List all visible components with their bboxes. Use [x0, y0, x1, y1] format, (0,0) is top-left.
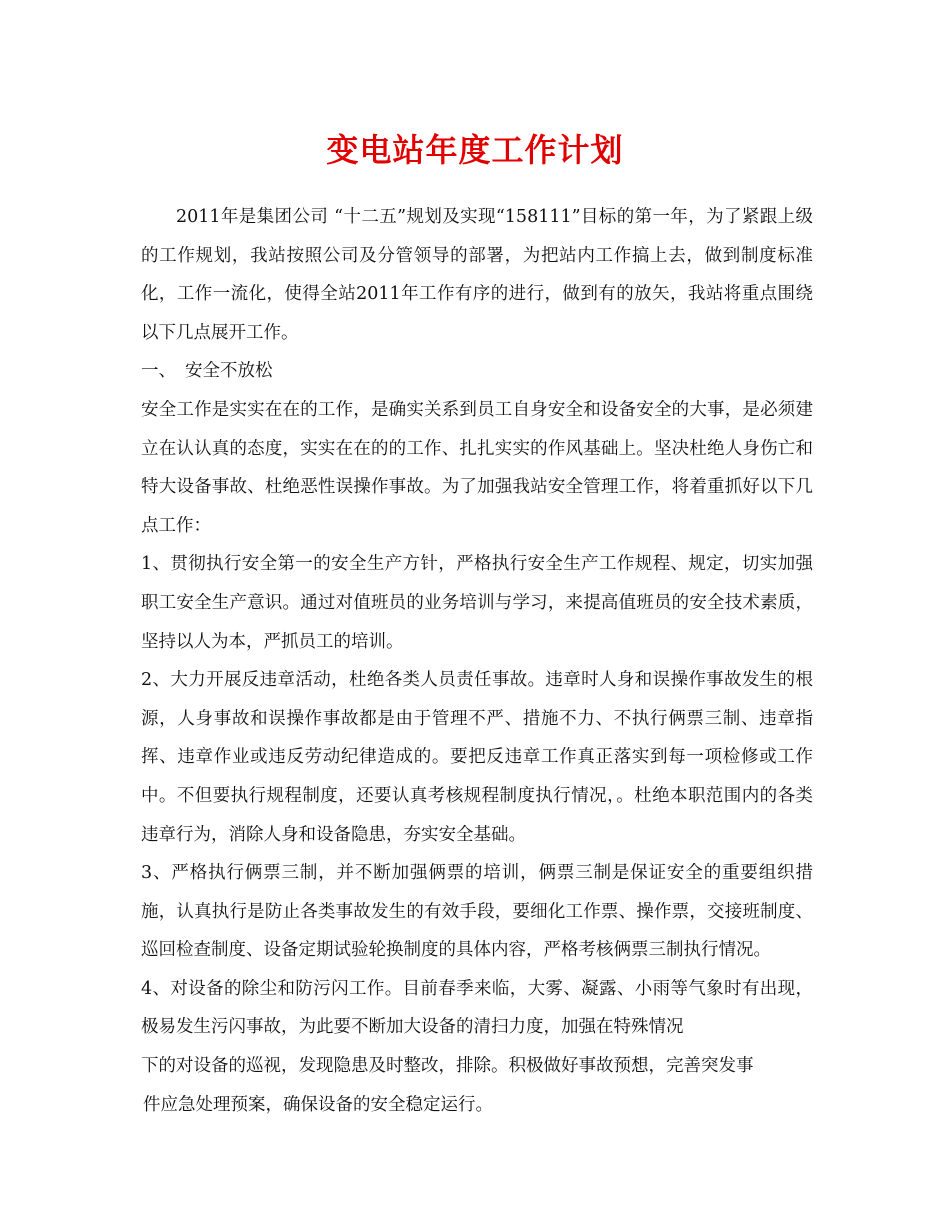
section-heading [141, 352, 813, 391]
intro-paragraph: 2011年是集团公司 “十二五”规划及实现“158111”目标的第一年，为了紧跟上级的工作规划，我站按照公司及分管领导的部署，为把站内工作搞上去，做到制度标准化，工作一流化，使得全站2011年工作有序的进行，做到有的放矢，我站将重点围绕以下几点展开工作。 [141, 207, 813, 343]
list-item-4: 4、对设备的除尘和防污闪工作。目前春季来临，大雾、凝露、小雨等气象时有出现，极易发生污闪事故，为此要不断加大设备的清扫力度，加强在特殊情况 [141, 978, 813, 1038]
document-body [141, 198, 813, 1124]
list-item-3: 3、严格执行俩票三制，并不断加强俩票的培训，俩票三制是保证安全的重要组织措施，认真执行是防止各类事故发生的有效手段，要细化工作票、操作票，交接班制度、巡回检查制度、设备定期试验轮换制度的具体内容，严格考核俩票三制执行情况。 [141, 863, 813, 961]
list-item-4-end: 件应急处理预案，确保设备的安全稳定运行。 [143, 1094, 493, 1115]
list-item-4-continued: 下的对设备的巡视，发现隐患及时整改，排除。积极做好事故预想，完善突发事 [141, 1056, 754, 1077]
list-item-2: 2、大力开展反违章活动，杜绝各类人员责任事故。违章时人身和误操作事故发生的根源，人身事故和误操作事故都是由于管理不严、措施不力、不执行俩票三制、违章指挥、违章作业或违反劳动纪律造成的。要把反违章工作真正落实到每一项检修或工作中。不但要执行规程制度，还要认真考核规程制度执行情况，。杜绝本职范围内的各类违章行为，消除人身和设备隐患，夯实安全基础。 [141, 670, 813, 845]
section-number: 一、 [141, 361, 176, 382]
list-item-1: 1、贯彻执行安全第一的安全生产方针，严格执行安全生产工作规程、规定，切实加强职工安全生产意识。通过对值班员的业务培训与学习，来提高值班员的安全技术素质，坚持以人为本，严抓员工的培训。 [141, 554, 813, 652]
section-heading-text: 安全不放松 [185, 361, 273, 382]
section-intro-paragraph: 安全工作是实实在在的工作，是确实关系到员工自身安全和设备安全的大事，是必须建立在认认真的态度，实实在在的的工作、扎扎实实的作风基础上。坚决杜绝人身伤亡和特大设备事故、杜绝恶性误操作事故。为了加强我站安全管理工作，将着重抓好以下几点工作： [141, 399, 813, 536]
document-title: 变电站年度工作计划 [326, 131, 624, 169]
